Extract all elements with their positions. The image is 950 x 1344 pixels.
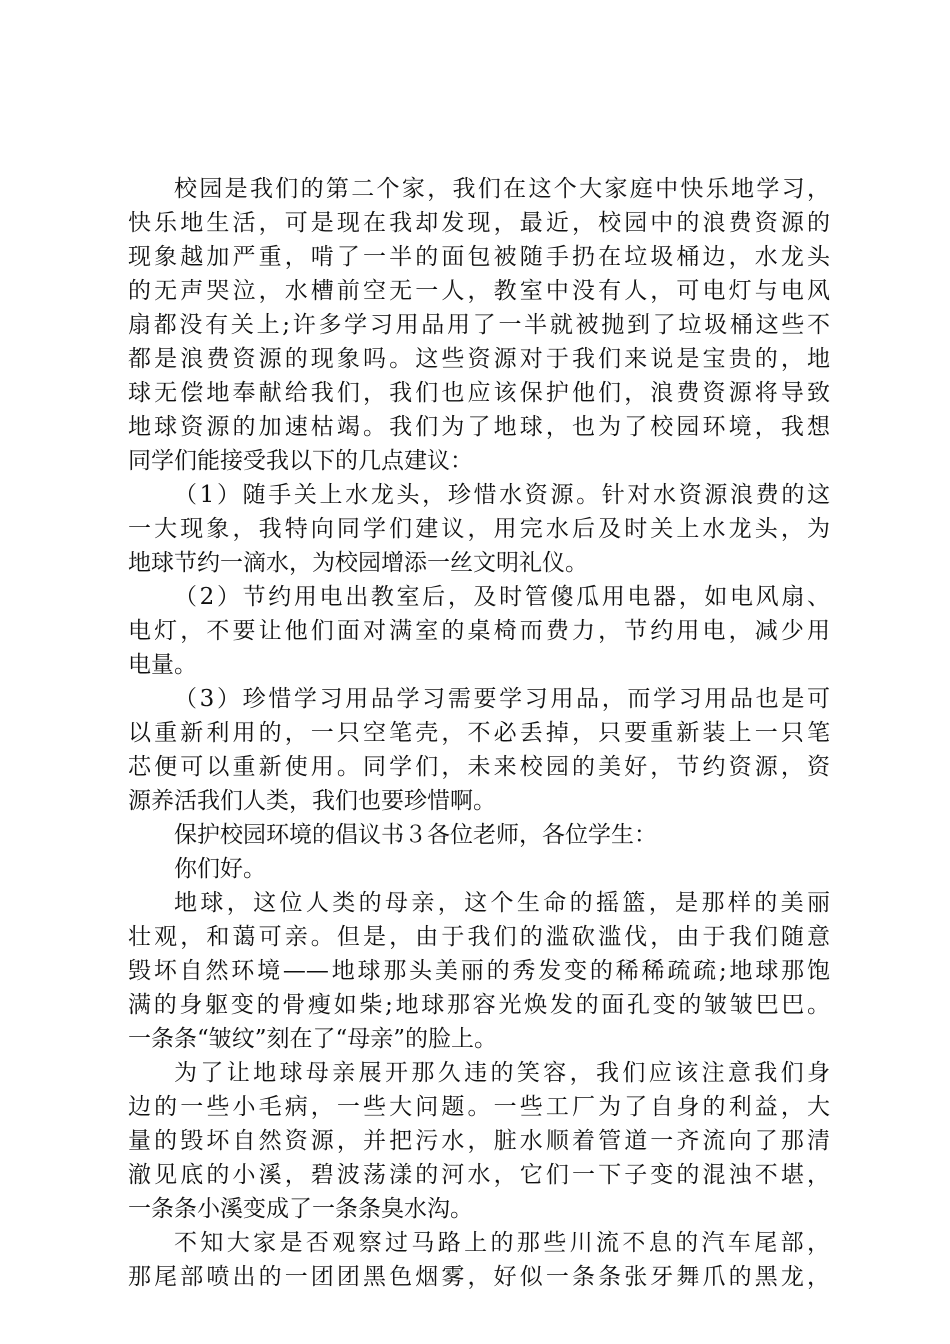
text-line: 快乐地生活，可是现在我却发现，最近，校园中的浪费资源的 xyxy=(128,210,830,236)
text-line: 澈见底的小溪，碧波荡漾的河水，它们一下子变的混浊不堪， xyxy=(128,1162,830,1188)
text-line: 以重新利用的，一只空笔壳，不必丢掉，只要重新装上一只笔 xyxy=(128,720,830,746)
text-line: 都是浪费资源的现象吗。这些资源对于我们来说是宝贵的，地 xyxy=(128,346,830,372)
text-line: 地球，这位人类的母亲，这个生命的摇篮，是那样的美丽 xyxy=(174,890,830,916)
text-line: 那尾部喷出的一团团黑色烟雾，好似一条条张牙舞爪的黑龙， xyxy=(128,1264,830,1290)
text-line: 现象越加严重，啃了一半的面包被随手扔在垃圾桶边，水龙头 xyxy=(128,244,830,270)
text-line: 壮观，和蔼可亲。但是，由于我们的滥砍滥伐，由于我们随意 xyxy=(128,924,830,950)
document-body xyxy=(128,172,830,1294)
text-line: 不知大家是否观察过马路上的那些川流不息的汽车尾部， xyxy=(174,1230,830,1256)
text-line: 保护校园环境的倡议书３各位老师，各位学生： xyxy=(174,822,657,848)
text-line: （3）珍惜学习用品学习需要学习用品，而学习用品也是可 xyxy=(174,686,830,712)
text-line: 扇都没有关上;许多学习用品用了一半就被抛到了垃圾桶这些不 xyxy=(128,312,830,338)
text-line: 球无偿地奉献给我们，我们也应该保护他们，浪费资源将导致 xyxy=(128,380,830,406)
text-line: 一条条小溪变成了一条条臭水沟。 xyxy=(128,1196,473,1222)
text-line: 量的毁坏自然资源，并把污水，脏水顺着管道一齐流向了那清 xyxy=(128,1128,830,1154)
text-line: 一条条“皱纹”刻在了“母亲”的脸上。 xyxy=(128,1026,498,1052)
text-line: 源养活我们人类，我们也要珍惜啊。 xyxy=(128,788,496,814)
text-line: 同学们能接受我以下的几点建议： xyxy=(128,448,473,474)
text-line: 电量。 xyxy=(128,652,197,678)
text-line: 满的身躯变的骨瘦如柴;地球那容光焕发的面孔变的皱皱巴巴。 xyxy=(128,992,830,1018)
text-line: 电灯，不要让他们面对满室的桌椅而费力，节约用电，减少用 xyxy=(128,618,830,644)
text-line: 为了让地球母亲展开那久违的笑容，我们应该注意我们身 xyxy=(174,1060,830,1086)
text-line: （1）随手关上水龙头，珍惜水资源。针对水资源浪费的这 xyxy=(174,482,830,508)
text-line: 地球资源的加速枯竭。我们为了地球，也为了校园环境，我想 xyxy=(128,414,830,440)
text-line: 毁坏自然环境——地球那头美丽的秀发变的稀稀疏疏;地球那饱 xyxy=(128,958,830,984)
text-line: （2）节约用电出教室后，及时管傻瓜用电器，如电风扇、 xyxy=(174,584,830,610)
text-line: 地球节约一滴水，为校园增添一丝文明礼仪。 xyxy=(128,550,588,576)
text-line: 一大现象，我特向同学们建议，用完水后及时关上水龙头，为 xyxy=(128,516,830,542)
text-line: 你们好。 xyxy=(174,856,266,882)
text-line: 校园是我们的第二个家，我们在这个大家庭中快乐地学习， xyxy=(174,176,830,202)
text-line: 边的一些小毛病，一些大问题。一些工厂为了自身的利益，大 xyxy=(128,1094,830,1120)
text-line: 的无声哭泣，水槽前空无一人，教室中没有人，可电灯与电风 xyxy=(128,278,830,304)
text-line: 芯便可以重新使用。同学们，未来校园的美好，节约资源，资 xyxy=(128,754,830,780)
